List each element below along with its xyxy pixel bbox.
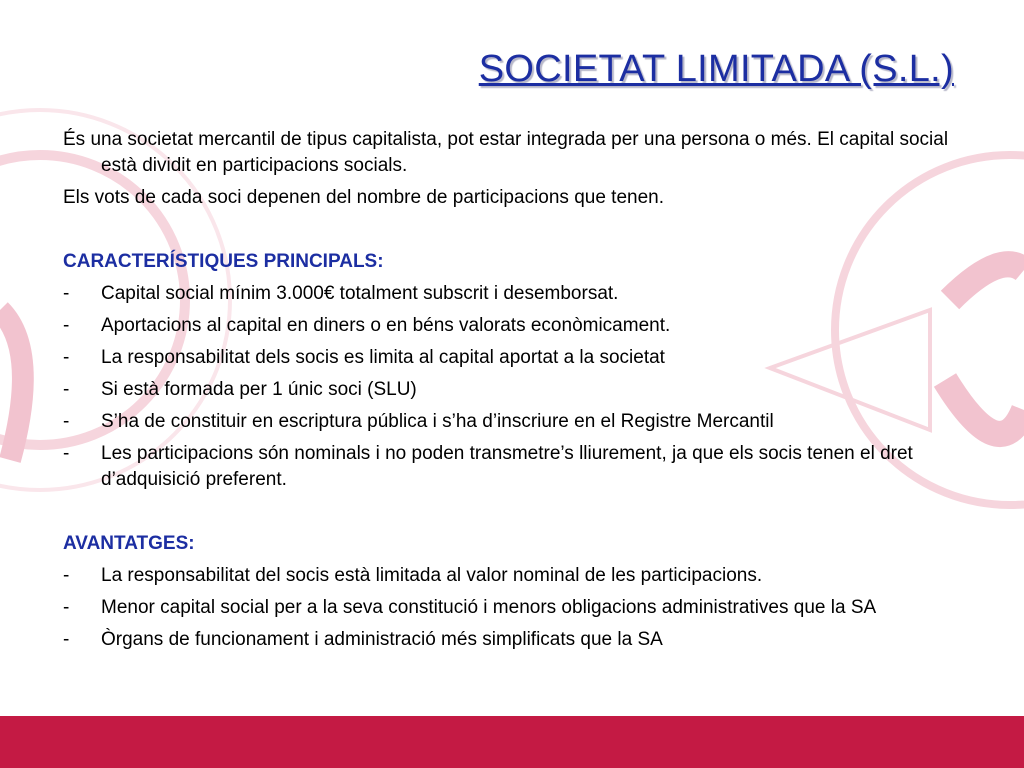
list-item-text: Menor capital social per a la seva constitució i menors obligacions administratives que la SA bbox=[101, 597, 877, 618]
footer-bar bbox=[0, 716, 1024, 768]
bullet-dash: - bbox=[63, 411, 70, 432]
bullet-dash: - bbox=[63, 565, 70, 586]
intro-paragraph: Els vots de cada soci depenen del nombre de participacions que tenen. bbox=[63, 187, 665, 208]
list-item-text: La responsabilitat del socis està limitada al valor nominal de les participacions. bbox=[101, 565, 763, 586]
list-item-text: Les participacions són nominals i no poden transmetre’s lliurement, ja que els socis tenen el dret d’adquisició preferent. bbox=[101, 443, 913, 490]
slide-content bbox=[63, 127, 963, 659]
bullet-dash: - bbox=[63, 629, 70, 650]
list-item bbox=[63, 281, 963, 307]
list-item-text: S’ha de constituir en escriptura pública i s’ha d’inscriure en el Registre Mercantil bbox=[101, 411, 774, 432]
list-item bbox=[63, 563, 963, 589]
bullet-dash: - bbox=[63, 379, 70, 400]
bullet-dash: - bbox=[63, 347, 70, 368]
bullet-dash: - bbox=[63, 283, 70, 304]
list-item-text: Capital social mínim 3.000€ totalment subscrit i desemborsat. bbox=[101, 283, 619, 304]
list-item bbox=[63, 627, 963, 653]
advantages-heading: AVANTATGES: bbox=[63, 533, 195, 554]
list-item bbox=[63, 345, 963, 371]
characteristics-heading: CARACTERÍSTIQUES PRINCIPALS: bbox=[63, 251, 384, 272]
list-item bbox=[63, 377, 963, 403]
bullet-dash: - bbox=[63, 315, 70, 336]
list-item bbox=[63, 595, 963, 621]
list-item bbox=[63, 409, 963, 435]
list-item-text: Aportacions al capital en diners o en béns valorats econòmicament. bbox=[101, 315, 671, 336]
bullet-dash: - bbox=[63, 597, 70, 618]
slide-title: SOCIETAT LIMITADA (S.L.) bbox=[478, 48, 954, 90]
list-item-text: Si està formada per 1 únic soci (SLU) bbox=[101, 379, 417, 400]
list-item bbox=[63, 313, 963, 339]
bullet-dash: - bbox=[63, 443, 70, 464]
list-item bbox=[63, 441, 963, 493]
intro-paragraph: És una societat mercantil de tipus capitalista, pot estar integrada per una persona o més. El capital social està dividit en participacions socials. bbox=[63, 129, 949, 176]
list-item-text: La responsabilitat dels socis es limita al capital aportat a la societat bbox=[101, 347, 665, 368]
list-item-text: Òrgans de funcionament i administració més simplificats que la SA bbox=[101, 629, 663, 650]
